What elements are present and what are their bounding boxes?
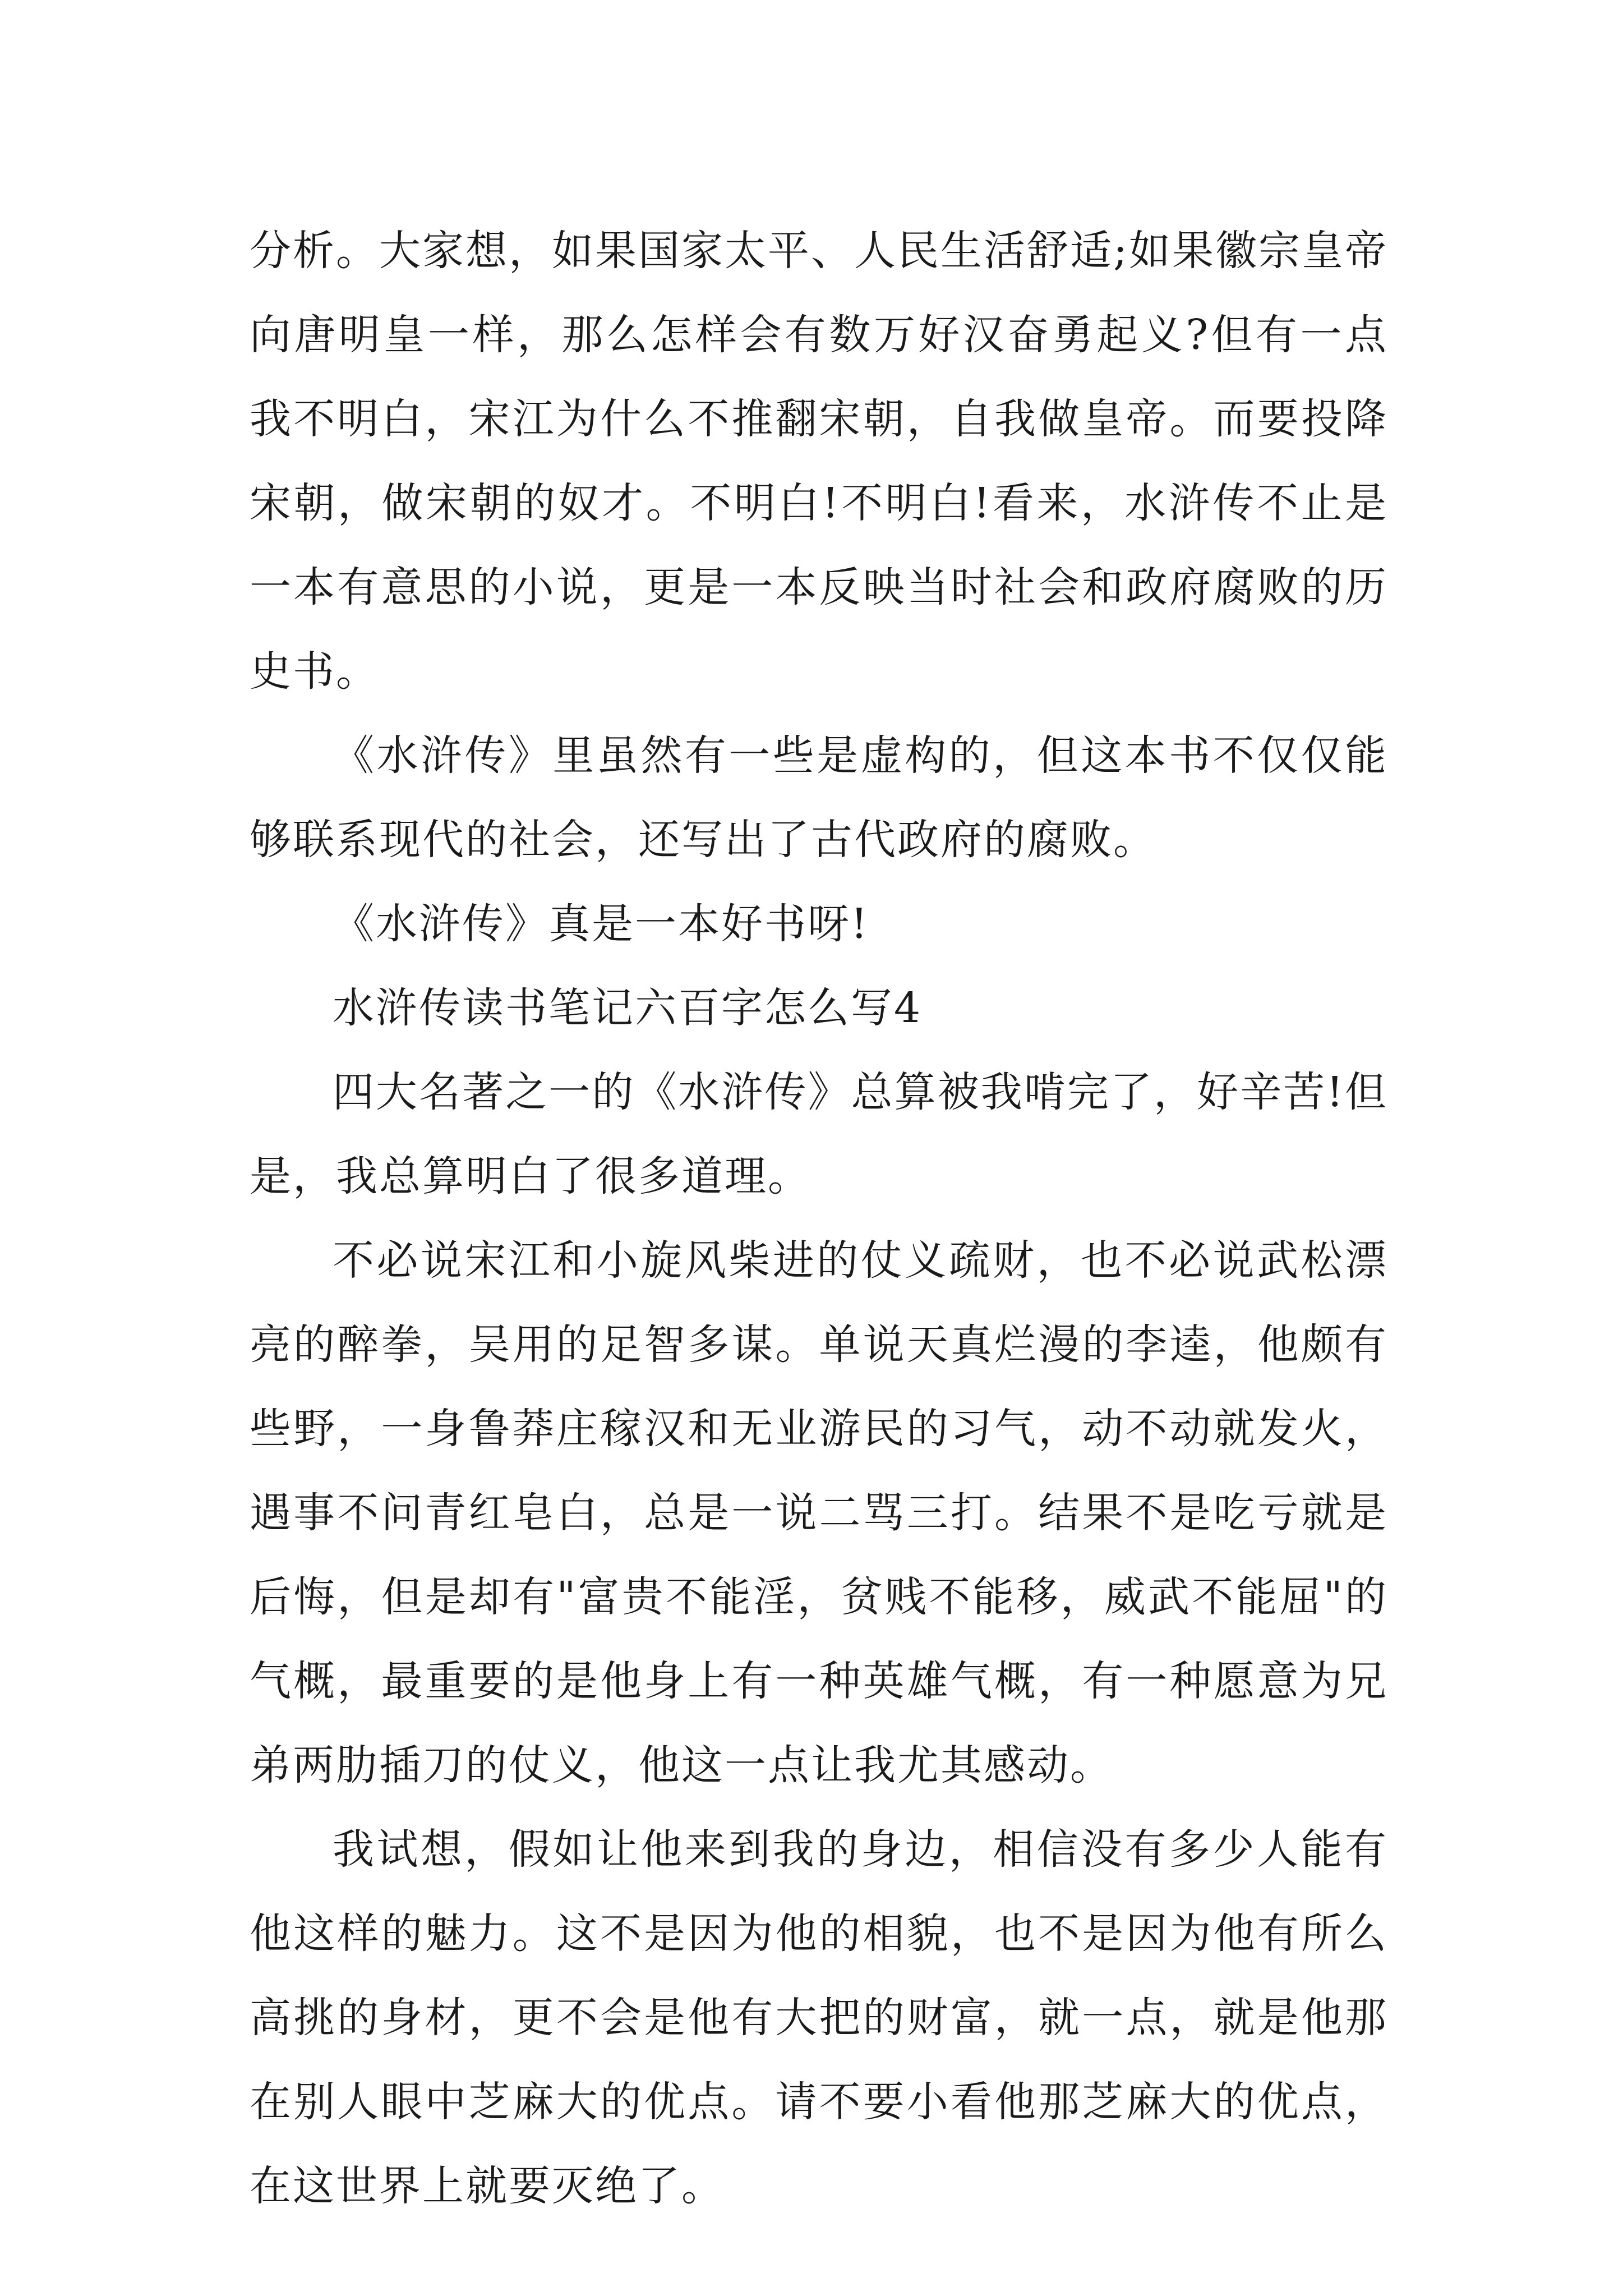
paragraph: 分析。大家想，如果国家太平、人民生活舒适;如果徽宗皇帝向唐明皇一样，那么怎样会有数万好汉奋勇起义?但有一点我不明白，宋江为什么不推翻宋朝，自我做皇帝。而要投降宋朝，做宋朝的奴才。不明白!不明白!看来，水浒传不止是一本有意思的小说，更是一本反映当时社会和政府腐败的历史书。 (250, 227, 1388, 696)
paragraph: 《水浒传》里虽然有一些是虚构的，但这本书不仅仅能够联系现代的社会，还写出了古代政府的腐败。 (250, 731, 1388, 864)
section-heading: 水浒传读书笔记六百字怎么写4 (333, 984, 923, 1032)
paragraph: 《水浒传》真是一本好书呀! (333, 900, 869, 948)
body-text (250, 209, 1388, 2228)
paragraph: 四大名著之一的《水浒传》总算被我啃完了，好辛苦!但是，我总算明白了很多道理。 (250, 1068, 1388, 1200)
paragraph: 不必说宋江和小旋风柴进的仗义疏财，也不必说武松漂亮的醉拳，吴用的足智多谋。单说天真烂漫的李逵，他颇有些野，一身鲁莽庄稼汉和无业游民的习气，动不动就发火，遇事不问青红皂白，总是一说二骂三打。结果不是吃亏就是后悔，但是却有"富贵不能淫，贫贱不能移，威武不能屈"的气概，最重要的是他身上有一种英雄气概，有一种愿意为兄弟两肋插刀的仗义，他这一点让我尤其感动。 (250, 1236, 1388, 1789)
paragraph: 我试想，假如让他来到我的身边，相信没有多少人能有他这样的魅力。这不是因为他的相貌，也不是因为他有所么高挑的身材，更不会是他有大把的财富，就一点，就是他那在别人眼中芝麻大的优点。请不要小看他那芝麻大的优点，在这世界上就要灭绝了。 (250, 1825, 1388, 2210)
